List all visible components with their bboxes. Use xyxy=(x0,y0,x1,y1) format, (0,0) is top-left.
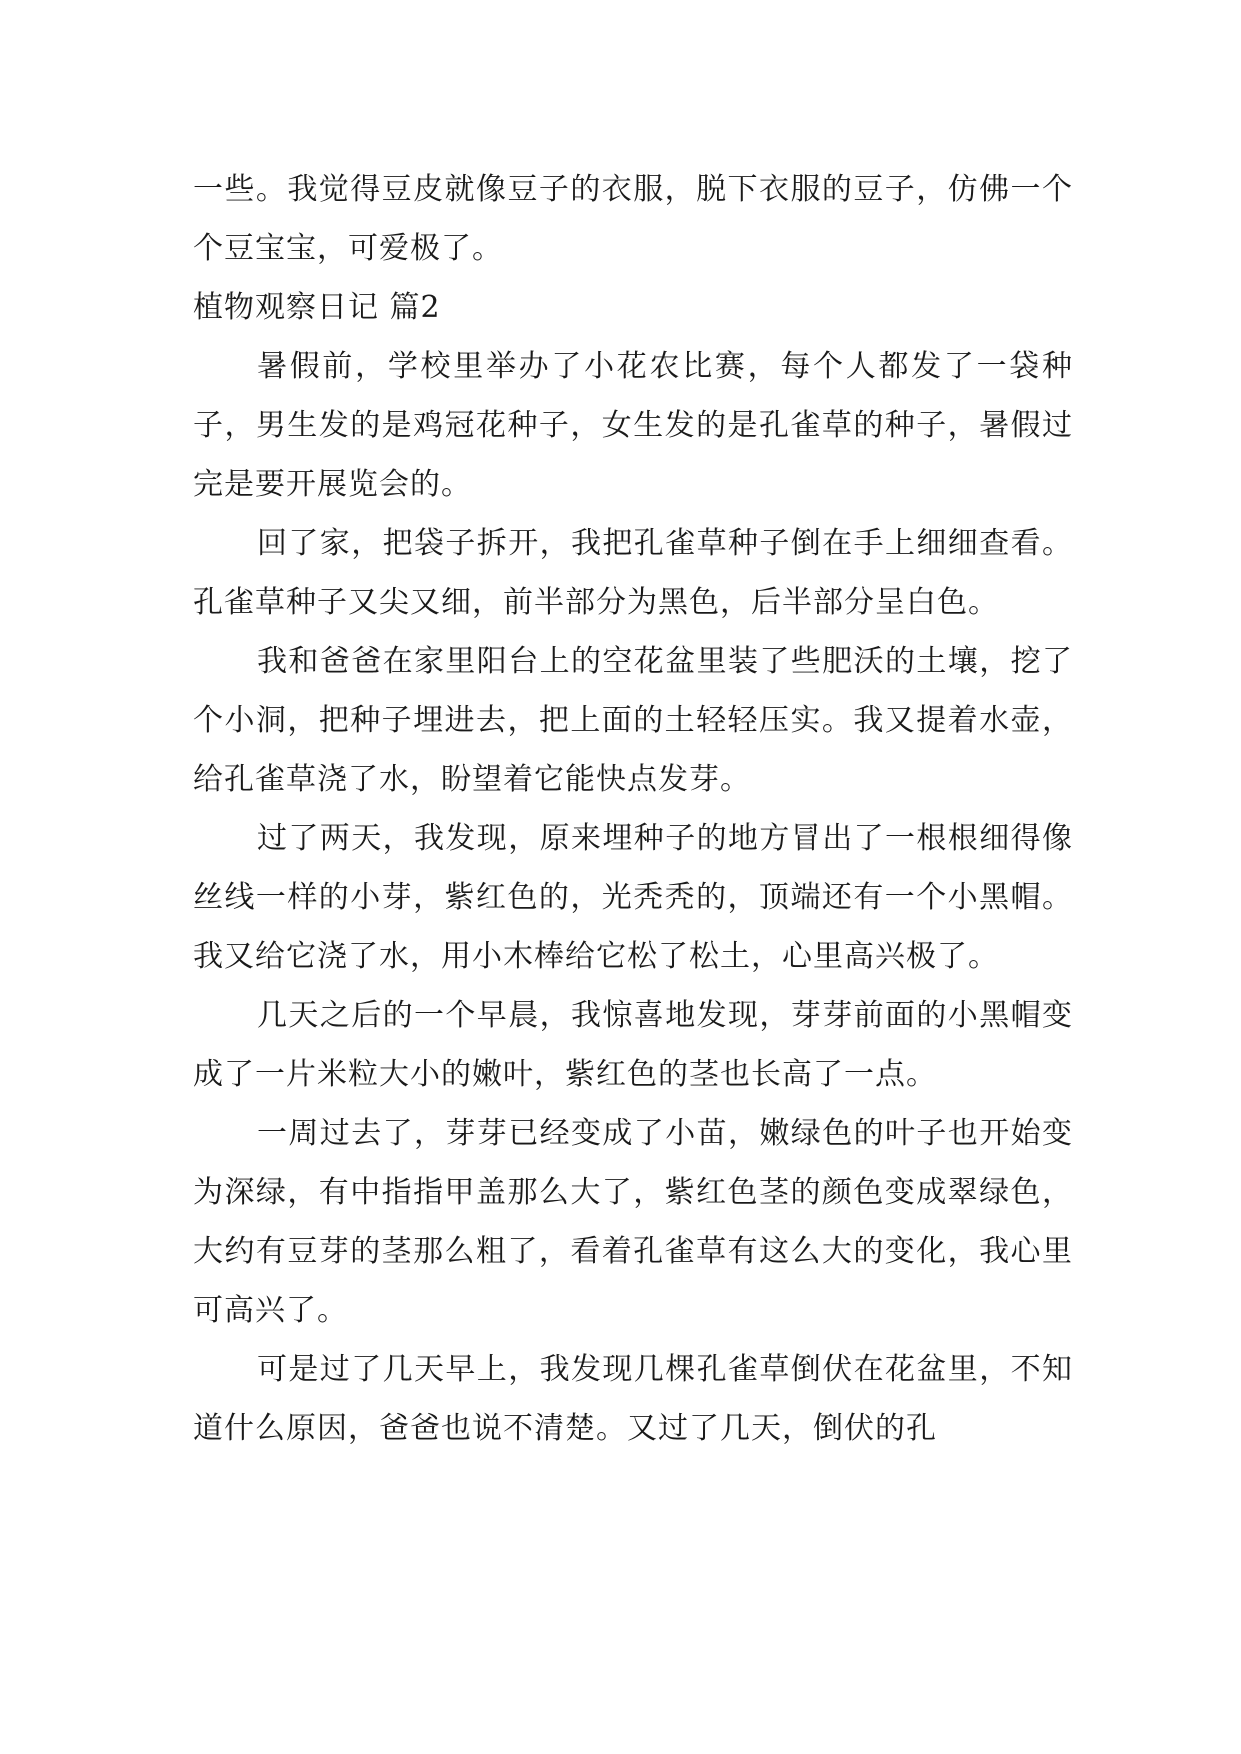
paragraph: 一周过去了，芽芽已经变成了小苗，嫩绿色的叶子也开始变为深绿，有中指指甲盖那么大了，紫红色茎的颜色变成翠绿色，大约有豆芽的茎那么粗了，看着孔雀草有这么大的变化，我心里可高兴了。 xyxy=(193,1116,1073,1328)
section-title: 植物观察日记 篇2 xyxy=(193,290,441,325)
paragraph: 回了家，把袋子拆开，我把孔雀草种子倒在手上细细查看。孔雀草种子又尖又细，前半部分为黑色，后半部分呈白色。 xyxy=(193,526,1073,620)
document-body xyxy=(193,160,1073,1458)
paragraph: 几天之后的一个早晨，我惊喜地发现，芽芽前面的小黑帽变成了一片米粒大小的嫩叶，紫红色的茎也长高了一点。 xyxy=(193,998,1073,1092)
paragraph: 过了两天，我发现，原来埋种子的地方冒出了一根根细得像丝线一样的小芽，紫红色的，光秃秃的，顶端还有一个小黑帽。我又给它浇了水，用小木棒给它松了松土，心里高兴极了。 xyxy=(193,821,1073,974)
paragraph: 可是过了几天早上，我发现几棵孔雀草倒伏在花盆里，不知道什么原因，爸爸也说不清楚。又过了几天，倒伏的孔 xyxy=(193,1352,1073,1446)
paragraph: 暑假前，学校里举办了小花农比赛，每个人都发了一袋种子，男生发的是鸡冠花种子，女生发的是孔雀草的种子，暑假过完是要开展览会的。 xyxy=(193,349,1073,502)
continuation-paragraph: 一些。我觉得豆皮就像豆子的衣服，脱下衣服的豆子，仿佛一个个豆宝宝，可爱极了。 xyxy=(193,172,1073,266)
paragraph: 我和爸爸在家里阳台上的空花盆里装了些肥沃的土壤，挖了个小洞，把种子埋进去，把上面的土轻轻压实。我又提着水壶，给孔雀草浇了水，盼望着它能快点发芽。 xyxy=(193,644,1073,797)
